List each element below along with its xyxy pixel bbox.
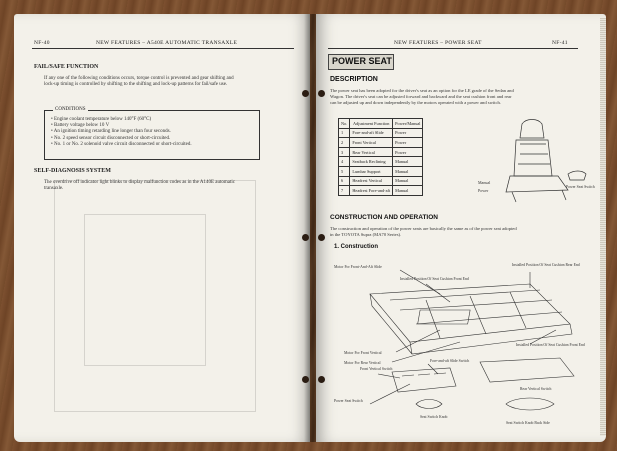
seat-label-power: Power xyxy=(478,188,489,193)
table-row: 6 Headrest Vertical Manual xyxy=(339,176,423,186)
condition-item: • Engine coolant temperature below 140°F (60°C) xyxy=(51,117,152,122)
table-row: 2 Front Vertical Power xyxy=(339,138,423,148)
right-page xyxy=(316,14,606,442)
header-function: Adjustment Function xyxy=(350,119,393,129)
table-row: 5 Lumbar Support Manual xyxy=(339,166,423,176)
table-row: 4 Seatback Reclining Manual xyxy=(339,157,423,167)
seatback-shape xyxy=(514,140,552,176)
conditions-title: CONDITIONS xyxy=(55,107,86,112)
failsafe-paragraph xyxy=(44,76,296,88)
condition-item: • An ignition timing retarding line longer than four seconds. xyxy=(51,129,171,135)
condition-item: • Battery voltage below 10 V xyxy=(51,123,110,129)
open-manual xyxy=(14,14,612,442)
label-seat-switch-knob: Seat Switch Knob xyxy=(420,415,448,419)
table-header-row xyxy=(339,119,423,129)
show-through-diagram-inner xyxy=(84,214,206,366)
selfdiag-line-2: transaxle. xyxy=(44,186,64,192)
table-row: 1 Fore-and-aft Slide Power xyxy=(339,128,423,138)
selfdiag-line-1: The overdrive off indicator light blinks to display malfunction codes as in the A140E automatic xyxy=(44,180,235,185)
label-rear-vertical-switch: Rear Vertical Switch xyxy=(520,387,552,391)
label-fore-aft-switch: Fore-and-aft Slide Switch xyxy=(430,359,470,363)
construction-subsection: 1. Construction xyxy=(334,244,379,250)
condition-item: • No. 1 or No. 2 solenoid valve circuit disconnected or short-circuited. xyxy=(51,141,192,147)
table-row: 3 Rear Vertical Power xyxy=(339,147,423,157)
seat-label-manual: Manual xyxy=(478,180,491,185)
switch-assembly xyxy=(480,358,574,382)
conditions-list xyxy=(51,117,257,148)
left-header-page-number: NF-40 xyxy=(34,40,50,46)
binder-hole xyxy=(302,376,309,383)
description-heading: DESCRIPTION xyxy=(330,76,378,83)
left-header-rule xyxy=(32,48,294,49)
switch-shape xyxy=(568,171,586,180)
seat-frame-top xyxy=(370,284,570,342)
construction-heading: CONSTRUCTION AND OPERATION xyxy=(330,214,438,221)
failsafe-heading: FAIL/SAFE FUNCTION xyxy=(34,64,99,70)
conditions-box xyxy=(44,107,260,160)
table-row: 7 Headrest Fore-and-aft Manual xyxy=(339,186,423,196)
label-motor-fore-aft: Motor For Front-And-Aft Slide xyxy=(334,265,382,269)
left-page xyxy=(14,14,310,442)
binder-hole xyxy=(302,234,309,241)
label-installed-front-2: Installed Position Of Seat Cushion Front End xyxy=(516,343,585,347)
binder-hole xyxy=(302,90,309,97)
binder-hole xyxy=(318,376,325,383)
construction-diagram xyxy=(330,254,596,434)
seat-illustration xyxy=(476,114,596,210)
description-line-1: The power seat has been adopted for the driver's seat as an option for the LE grade of the Sedan and xyxy=(330,88,514,93)
label-installed-front: Installed Position Of Seat Cushion Front End xyxy=(400,277,469,281)
right-header-page-number: NF-41 xyxy=(552,40,568,46)
seat-label-switch: Power Seat Switch xyxy=(566,185,595,189)
header-power-manual: Power/Manual xyxy=(393,119,423,129)
left-header-title: NEW FEATURES – A540E AUTOMATIC TRANSAXLE xyxy=(96,40,238,46)
construction-line-2: in the TOYOTA Supra (MA70 Series). xyxy=(330,232,402,237)
description-paragraph xyxy=(330,88,592,106)
right-header-title: NEW FEATURES – POWER SEAT xyxy=(394,40,482,46)
page-stack-edge xyxy=(600,18,606,436)
switch-knob-back xyxy=(506,398,554,410)
failsafe-line-2: lock-up timing is controlled by shifting to the shifting and lock-up patterns for fail/safe use. xyxy=(44,82,228,88)
adjustment-table xyxy=(338,118,423,196)
label-motor-rear-vertical: Motor For Rear Vertical xyxy=(344,361,381,365)
failsafe-line-1: If any one of the following conditions occurs, torque control is prevented and gear shifting and xyxy=(44,76,234,81)
right-header-rule xyxy=(328,48,578,49)
selfdiag-paragraph xyxy=(44,180,296,192)
condition-item: • No. 2 speed sensor circuit disconnected or short-circuited. xyxy=(51,135,171,141)
headrest-shape xyxy=(520,120,544,139)
header-no: No. xyxy=(339,119,350,129)
label-motor-front-vertical: Motor For Front Vertical xyxy=(344,351,382,355)
label-power-seat-switch: Power Seat Switch xyxy=(334,399,363,403)
label-installed-rear: Installed Position Of Seat Cushion Rear End xyxy=(512,263,580,267)
description-line-3: can be adjusted up and down independently by the motors operated with a power and switch. xyxy=(330,100,501,105)
selfdiag-heading: SELF-DIAGNOSIS SYSTEM xyxy=(34,168,111,174)
cushion-shape xyxy=(506,176,568,192)
description-line-2: Wagon. The driver's seat can be adjusted forward and backward and the seat cushion front and rear xyxy=(330,94,512,99)
switch-knob xyxy=(416,400,442,409)
construction-paragraph xyxy=(330,226,592,238)
page-title: POWER SEAT xyxy=(332,56,392,66)
label-front-vertical-switch: Front Vertical Switch xyxy=(360,367,393,371)
binder-hole xyxy=(318,90,325,97)
construction-line-1: The construction and operation of the power seats are basically the same as of the power seat adopted xyxy=(330,226,517,231)
label-knob-back-side: Seat Switch Knob Back Side xyxy=(506,421,550,425)
binder-hole xyxy=(318,234,325,241)
